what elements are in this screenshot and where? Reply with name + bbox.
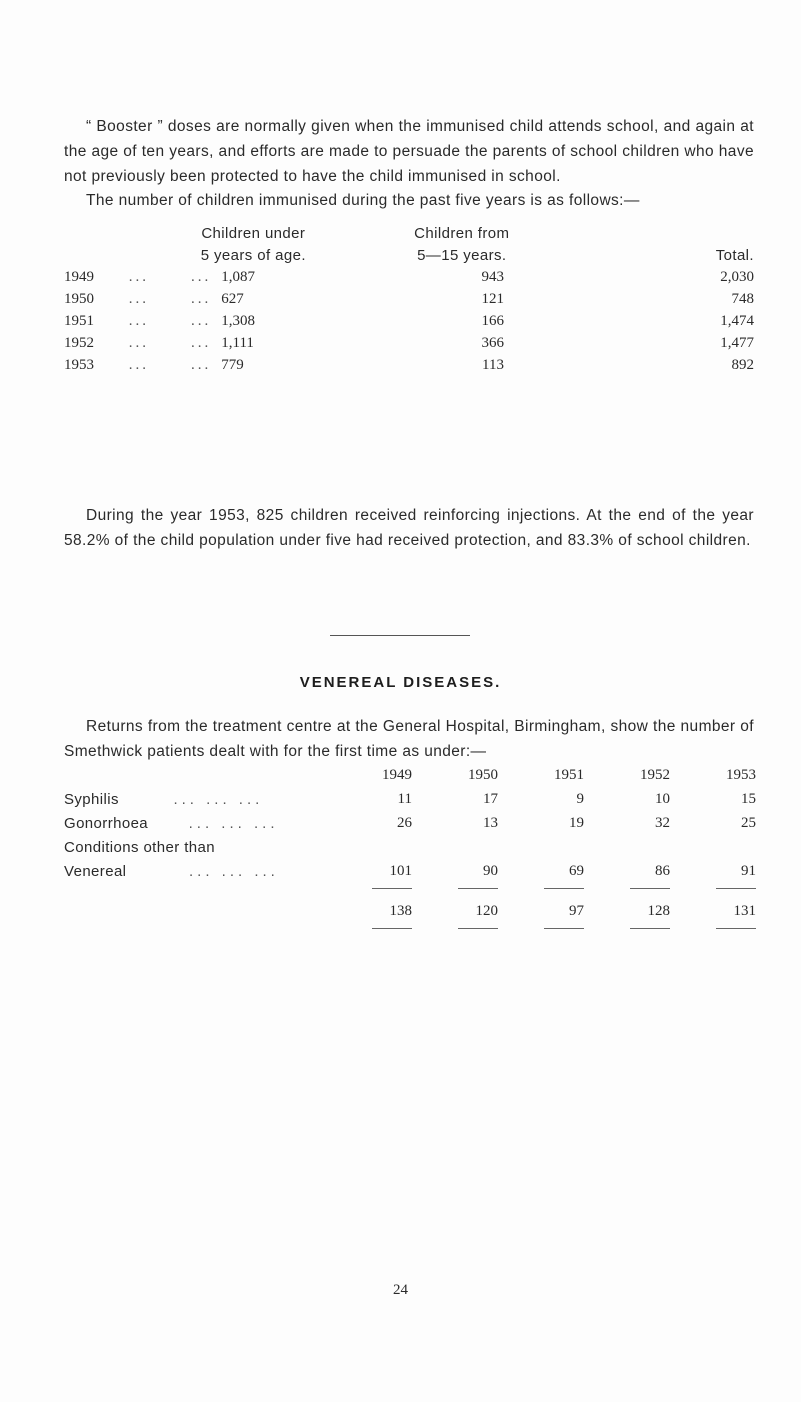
sum-rule bbox=[630, 928, 670, 929]
row-from5to15: 113 bbox=[482, 357, 504, 373]
venereal-header-row bbox=[64, 760, 756, 784]
total-value: 131 bbox=[733, 903, 756, 919]
sum-rule bbox=[716, 928, 756, 929]
row-year: 1950 ... bbox=[64, 291, 149, 307]
row-label: Gonorrhoea ... ... ... bbox=[64, 815, 279, 832]
sum-rule bbox=[716, 888, 756, 889]
row-total: 1,474 bbox=[720, 313, 754, 329]
immunisation-header-row-1 bbox=[64, 220, 754, 242]
row-under5: ... 1,308 bbox=[191, 313, 255, 329]
venereal-totals-row bbox=[64, 896, 756, 920]
total-value: 138 bbox=[389, 903, 412, 919]
year-header: 1949 bbox=[382, 767, 412, 783]
row-value: 26 bbox=[397, 815, 412, 831]
row-value: 91 bbox=[741, 863, 756, 879]
row-value: 11 bbox=[397, 791, 412, 807]
leader-dots: ... bbox=[122, 335, 149, 351]
venereal-table bbox=[64, 760, 756, 936]
immunisation-row bbox=[64, 286, 754, 308]
venereal-row bbox=[64, 856, 756, 880]
row-value: 10 bbox=[655, 791, 670, 807]
sum-rule bbox=[544, 928, 584, 929]
total-value: 97 bbox=[569, 903, 584, 919]
leader-dots: ... bbox=[122, 269, 149, 285]
row-from5to15: 943 bbox=[481, 269, 504, 285]
row-value: 17 bbox=[483, 791, 498, 807]
venereal-rule-row bbox=[64, 880, 756, 896]
sum-rule bbox=[372, 928, 412, 929]
col-header-total: Total. bbox=[715, 247, 754, 264]
row-value: 19 bbox=[569, 815, 584, 831]
row-label: Syphilis ... ... ... bbox=[64, 791, 264, 808]
sum-rule bbox=[372, 888, 412, 889]
col-header-from5to15-line1: Children from bbox=[414, 225, 510, 242]
immunisation-row bbox=[64, 330, 754, 352]
row-from5to15: 366 bbox=[481, 335, 504, 351]
immunisation-row bbox=[64, 264, 754, 286]
venereal-row bbox=[64, 784, 756, 808]
row-total: 892 bbox=[731, 357, 754, 373]
immunisation-row bbox=[64, 308, 754, 330]
row-under5: ... 1,087 bbox=[191, 269, 255, 285]
venereal-row-label-line bbox=[64, 832, 756, 856]
row-label: Conditions other than bbox=[64, 839, 215, 856]
leader-dots: ... bbox=[122, 291, 149, 307]
sum-rule bbox=[458, 928, 498, 929]
row-total: 748 bbox=[731, 291, 754, 307]
year-header: 1950 bbox=[468, 767, 498, 783]
row-value: 25 bbox=[741, 815, 756, 831]
sum-rule bbox=[544, 888, 584, 889]
row-value: 9 bbox=[576, 791, 584, 807]
row-under5: ... 627 bbox=[191, 291, 244, 307]
leader-dots: ... bbox=[122, 313, 149, 329]
row-value: 13 bbox=[483, 815, 498, 831]
row-value: 15 bbox=[741, 791, 756, 807]
row-value: 32 bbox=[655, 815, 670, 831]
col-header-under5-line1: Children under bbox=[201, 225, 306, 242]
paragraph-1953: During the year 1953, 825 children received reinforcing injections. At the end of the year 58.2% of the child population under five had received protection, and 83.3% of school children. bbox=[64, 507, 754, 549]
immunisation-row bbox=[64, 352, 754, 374]
venereal-row bbox=[64, 808, 756, 832]
row-label: Venereal ... ... ... bbox=[64, 863, 279, 880]
paragraph-returns: Returns from the treatment centre at the General Hospital, Birmingham, show the number of Smethwick patients dealt with for the first time as under:— bbox=[64, 718, 754, 760]
year-header: 1951 bbox=[554, 767, 584, 783]
row-year: 1949 ... bbox=[64, 269, 149, 285]
section-heading: VENEREAL DISEASES. bbox=[299, 674, 502, 691]
venereal-rule-row bbox=[64, 920, 756, 936]
row-under5: ... 1,111 bbox=[191, 335, 254, 351]
row-total: 1,477 bbox=[720, 335, 754, 351]
sum-rule bbox=[458, 888, 498, 889]
year-header: 1952 bbox=[640, 767, 670, 783]
paragraph-number-intro: The number of children immunised during the past five years is as follows:— bbox=[86, 192, 640, 209]
immunisation-header-row-2 bbox=[64, 242, 754, 264]
immunisation-table bbox=[64, 220, 754, 374]
row-value: 86 bbox=[655, 863, 670, 879]
row-total: 2,030 bbox=[720, 269, 754, 285]
section-divider bbox=[330, 635, 470, 636]
row-year: 1953 ... bbox=[64, 357, 149, 373]
paragraph-booster: “ Booster ” doses are normally given when the immunised child attends school, and again at the age of ten years, and efforts are made to persuade the parents of school children who have not previously been protected to have the child immunised in school. bbox=[64, 118, 754, 185]
year-header: 1953 bbox=[726, 767, 756, 783]
row-value: 90 bbox=[483, 863, 498, 879]
col-header-under5-line2: 5 years of age. bbox=[200, 247, 306, 264]
row-value: 101 bbox=[389, 863, 412, 879]
row-year: 1952 ... bbox=[64, 335, 149, 351]
row-value: 69 bbox=[569, 863, 584, 879]
total-value: 120 bbox=[475, 903, 498, 919]
sum-rule bbox=[630, 888, 670, 889]
page-number: 24 bbox=[393, 1282, 408, 1298]
row-under5: ... 779 bbox=[191, 357, 244, 373]
leader-dots: ... bbox=[122, 357, 149, 373]
row-from5to15: 121 bbox=[481, 291, 504, 307]
row-year: 1951 ... bbox=[64, 313, 149, 329]
total-value: 128 bbox=[647, 903, 670, 919]
col-header-from5to15-line2: 5—15 years. bbox=[417, 247, 507, 264]
row-from5to15: 166 bbox=[481, 313, 504, 329]
